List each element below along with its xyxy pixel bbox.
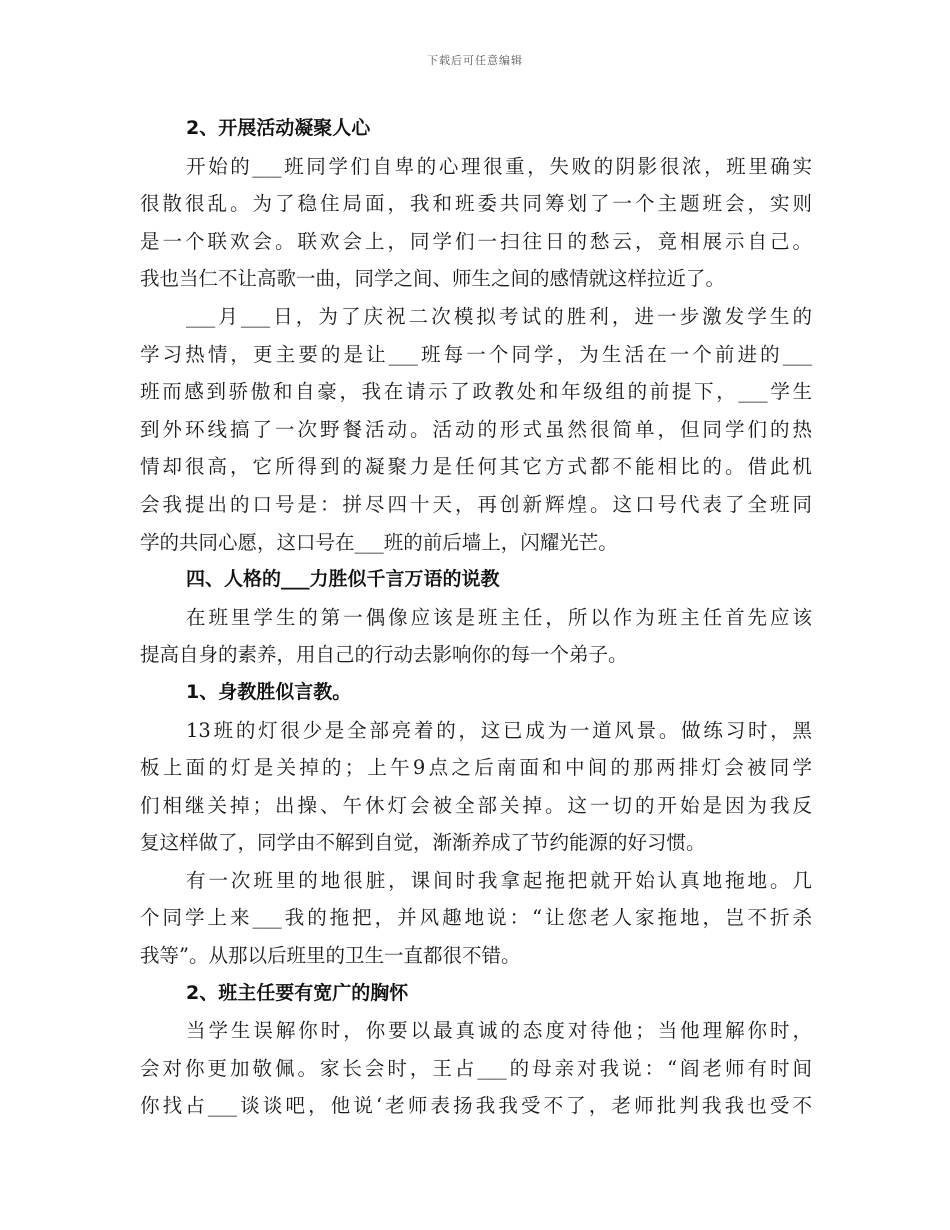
paragraph-line: 当学生误解你时，你要以最真诚的态度对待他；当他理解你时，: [186, 1019, 812, 1043]
paragraph-line: 是一个联欢会。联欢会上，同学们一扫往日的愁云，竟相展示自己。: [140, 229, 812, 253]
paragraph-line: 板上面的灯是关掉的；上午9点之后南面和中间的那两排灯会被同学: [140, 756, 812, 780]
paragraph-line: 个同学上来___我的拖把，并风趣地说：“让您老人家拖地，岂不折杀: [140, 906, 812, 930]
section-heading: 四、人格的___力胜似千言万语的说教: [186, 568, 500, 591]
paragraph-line: 班而感到骄傲和自豪，我在请示了政教处和年级组的前提下，___学生: [140, 380, 812, 404]
paragraph-line: 在班里学生的第一偶像应该是班主任，所以作为班主任首先应该: [186, 605, 812, 629]
paragraph-line: 学习热情，更主要的是让___班每一个同学，为生活在一个前进的___: [140, 342, 812, 366]
paragraph-line: 13班的灯很少是全部亮着的，这已成为一道风景。做练习时，黑: [186, 718, 812, 742]
paragraph: [140, 1012, 812, 1125]
paragraph-line: 开始的___班同学们自卑的心理很重，失败的阴影很浓，班里确实: [186, 154, 812, 178]
paragraph: [140, 298, 812, 561]
paragraph: [140, 599, 812, 674]
paragraph-line: 复这样做了，同学由不解到自觉，渐渐养成了节约能源的好习惯。: [140, 831, 706, 855]
paragraph: [140, 862, 812, 975]
paragraph-line: 会我提出的口号是：拼尽四十天，再创新辉煌。这口号代表了全班同: [140, 492, 812, 516]
section-heading: 1、身教胜似言教。: [186, 680, 352, 703]
paragraph-line: 会对你更加敬佩。家长会时，王占___的母亲对我说：“阎老师有时间: [140, 1056, 812, 1080]
document-body: [140, 110, 812, 1125]
paragraph-line: 们相继关掉；出操、午休灯会被全部关掉。这一切的开始是因为我反: [140, 793, 812, 817]
section-heading: 2、开展活动凝聚人心: [186, 117, 371, 139]
paragraph: [140, 712, 812, 862]
paragraph-line: 有一次班里的地很脏，课间时我拿起拖把就开始认真地拖地。几: [186, 868, 812, 892]
paragraph-line: 学的共同心愿，这口号在___班的前后墙上，闪耀光芒。: [140, 530, 618, 554]
page-header-note: 下载后可任意编辑: [427, 54, 523, 67]
section-heading: 2、班主任要有宽广的胸怀: [186, 981, 409, 1004]
paragraph-line: 很散很乱。为了稳住局面，我和班委共同筹划了一个主题班会，实则: [140, 192, 812, 216]
paragraph-line: 到外环线搞了一次野餐活动。活动的形式虽然很简单，但同学们的热: [140, 417, 812, 441]
paragraph-line: 你找占___谈谈吧，他说‘老师表扬我我受不了，老师批判我我也受不: [140, 1094, 812, 1118]
paragraph-line: 我也当仁不让高歌一曲，同学之间、师生之间的感情就这样拉近了。: [140, 267, 726, 291]
paragraph-line: ___月___日，为了庆祝二次模拟考试的胜利，进一步激发学生的: [186, 304, 812, 328]
paragraph-line: 情却很高，它所得到的凝聚力是任何其它方式都不能相比的。借此机: [140, 455, 812, 479]
paragraph-line: 我等”。从那以后班里的卫生一直都很不错。: [140, 944, 521, 968]
paragraph-line: 提高自身的素养，用自己的行动去影响你的每一个弟子。: [140, 643, 628, 667]
paragraph: [140, 148, 812, 298]
